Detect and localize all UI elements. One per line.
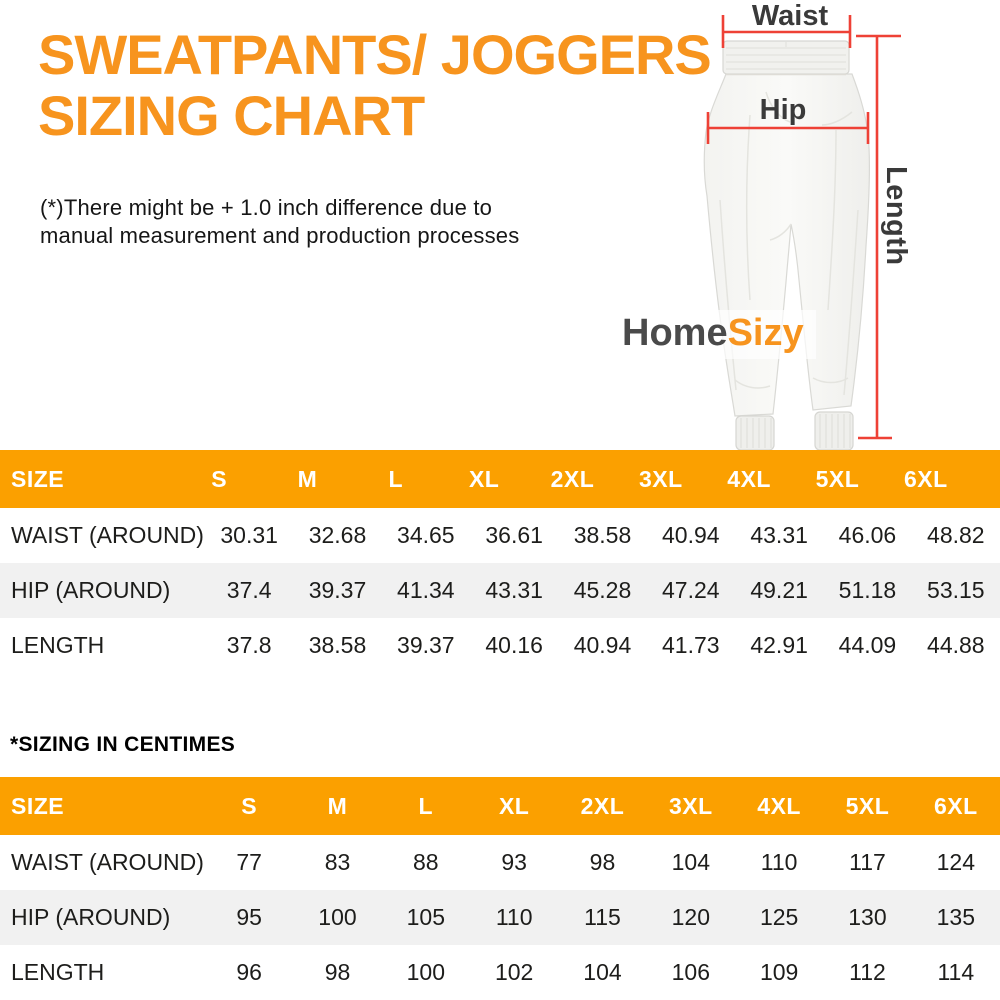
length-measure-label: Length	[880, 166, 912, 266]
size-value-cell: 34.65	[397, 522, 455, 548]
table-row	[0, 835, 1000, 890]
size-value-cell: 49.21	[750, 577, 808, 603]
size-value-cell: 41.34	[397, 577, 455, 603]
size-value-cell: 41.73	[662, 632, 720, 658]
logo-home-text: Home	[622, 312, 728, 354]
size-header-6xl: 6XL	[903, 465, 948, 492]
size-value-cell: 37.8	[226, 632, 272, 658]
size-value-cell: 114	[937, 959, 975, 985]
size-header-4xl: 4XL	[757, 792, 801, 819]
size-header-l: L	[418, 792, 434, 819]
table-row	[0, 563, 1000, 618]
size-value-cell: 51.18	[838, 577, 897, 603]
size-value-cell: 120	[671, 904, 710, 930]
size-value-cell: 135	[936, 904, 975, 930]
size-header-6xl: 6XL	[933, 792, 978, 819]
disclaimer-line2: manual measurement and production processes	[40, 223, 520, 248]
size-value-cell: 43.31	[750, 522, 808, 548]
size-value-cell: 117	[849, 849, 886, 875]
size-value-cell: 47.24	[662, 577, 720, 603]
size-value-cell: 40.94	[573, 632, 632, 658]
size-value-cell: 110	[760, 849, 798, 875]
size-value-cell: 104	[671, 849, 710, 875]
size-value-cell: 88	[413, 849, 439, 875]
size-value-cell: 38.58	[308, 632, 367, 658]
size-value-cell: 100	[318, 904, 357, 930]
size-header-m: M	[327, 792, 348, 819]
row-label: LENGTH	[11, 632, 105, 658]
size-value-cell: 110	[495, 904, 533, 930]
size-value-cell: 115	[584, 904, 621, 930]
size-header-s: S	[211, 465, 228, 492]
size-value-cell: 125	[759, 904, 799, 930]
pants-cuffs	[736, 412, 853, 450]
size-value-cell: 100	[406, 959, 445, 985]
sizing-table-inches	[0, 450, 1000, 673]
size-header-3xl: 3XL	[668, 792, 713, 819]
size-value-cell: 98	[589, 849, 616, 875]
table-header-row	[0, 450, 1000, 508]
size-value-cell: 40.94	[662, 522, 720, 548]
size-header-4xl: 4XL	[727, 465, 771, 492]
row-label: HIP (AROUND)	[11, 577, 171, 603]
pants-measurement-diagram	[600, 0, 1000, 455]
size-value-cell: 130	[848, 904, 887, 930]
size-value-cell: 40.16	[485, 632, 543, 658]
size-value-cell: 42.91	[750, 632, 808, 658]
size-header-5xl: 5XL	[845, 792, 890, 819]
centimeters-note: *SIZING IN CENTIMES	[10, 733, 236, 756]
size-value-cell: 124	[936, 849, 975, 875]
size-value-cell: 77	[236, 849, 262, 875]
size-header-m: M	[297, 465, 318, 492]
joggers-illustration	[600, 0, 1000, 455]
disclaimer-line1: (*)There might be + 1.0 inch difference due to	[40, 195, 493, 220]
size-header-5xl: 5XL	[815, 465, 860, 492]
size-value-cell: 30.31	[220, 522, 278, 548]
size-header-2xl: 2XL	[550, 465, 595, 492]
size-value-cell: 37.4	[226, 577, 272, 603]
size-value-cell: 48.82	[927, 522, 985, 548]
size-value-cell: 36.61	[485, 522, 543, 548]
waist-measure-label: Waist	[751, 0, 829, 32]
table-row	[0, 890, 1000, 945]
size-value-cell: 38.58	[573, 522, 632, 548]
disclaimer-note	[40, 194, 519, 250]
size-header-l: L	[388, 465, 404, 492]
homesizy-logo	[608, 310, 816, 359]
size-value-cell: 44.09	[838, 632, 897, 658]
size-header-xl: XL	[468, 465, 500, 492]
row-label: LENGTH	[11, 959, 105, 985]
table-row	[0, 508, 1000, 563]
row-label: WAIST (AROUND)	[11, 522, 204, 548]
size-value-cell: 95	[236, 904, 262, 930]
size-value-cell: 93	[501, 849, 527, 875]
size-value-cell: 102	[494, 959, 534, 985]
size-value-cell: 39.37	[397, 632, 455, 658]
page-title-line1: SWEATPANTS/ JOGGERS	[38, 23, 711, 86]
size-column-header: SIZE	[11, 465, 65, 492]
size-header-xl: XL	[498, 792, 530, 819]
table-row	[0, 618, 1000, 673]
size-value-cell: 32.68	[308, 522, 367, 548]
row-label: WAIST (AROUND)	[11, 849, 204, 875]
row-label: HIP (AROUND)	[11, 904, 171, 930]
size-value-cell: 45.28	[573, 577, 632, 603]
size-value-cell: 105	[406, 904, 445, 930]
table-header-row	[0, 777, 1000, 835]
size-header-s: S	[241, 792, 258, 819]
size-value-cell: 104	[583, 959, 622, 985]
size-value-cell: 44.88	[927, 632, 985, 658]
size-value-cell: 106	[671, 959, 710, 985]
size-value-cell: 96	[236, 959, 262, 985]
size-value-cell: 83	[324, 849, 351, 875]
size-header-2xl: 2XL	[580, 792, 625, 819]
size-value-cell: 109	[759, 959, 799, 985]
table-row	[0, 945, 1000, 1000]
size-value-cell: 43.31	[485, 577, 543, 603]
hip-measure-label: Hip	[759, 94, 807, 126]
size-value-cell: 46.06	[838, 522, 897, 548]
size-column-header: SIZE	[11, 792, 65, 819]
size-value-cell: 98	[324, 959, 351, 985]
size-value-cell: 53.15	[927, 577, 985, 603]
page-title-line2: SIZING CHART	[38, 84, 425, 147]
size-value-cell: 39.37	[308, 577, 367, 603]
size-value-cell: 112	[849, 959, 886, 985]
sizing-table-centimeters	[0, 777, 1000, 1000]
pants-waistband	[723, 41, 849, 75]
size-header-3xl: 3XL	[638, 465, 683, 492]
logo-sizy-text: Sizy	[727, 312, 804, 354]
